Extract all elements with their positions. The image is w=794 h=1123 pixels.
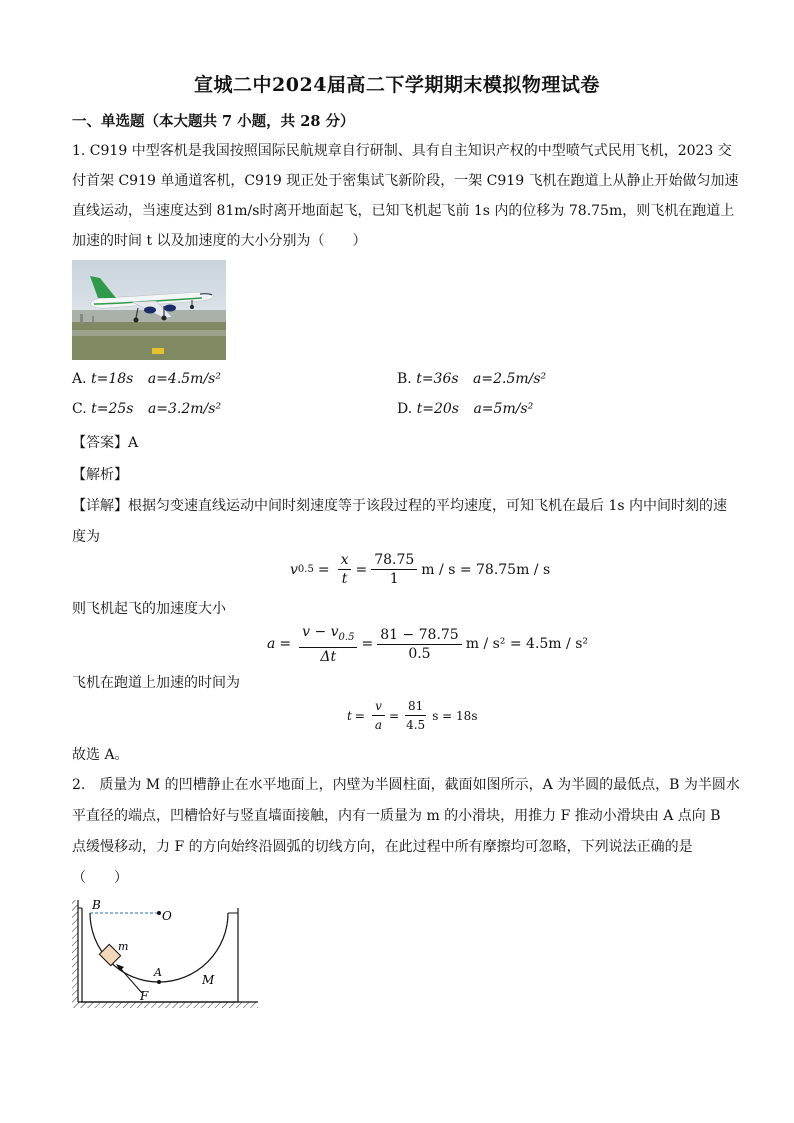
fraction: $\frac{v}{a}$ [372, 697, 385, 734]
section-heading: 一、单选题（本大题共 7 小题，共 28 分） [72, 113, 355, 130]
label-b: B [92, 898, 101, 912]
q1-text-3: 飞机在跑道上加速的时间为 [72, 675, 240, 691]
q1-line-3: 直线运动，当速度达到 81m/s时离开地面起飞，已知飞机起飞前 1s 内的位移为 78.75m，则飞机在跑道上 [72, 203, 735, 219]
q1-option-a: A. t=18s a=4.5m/s² [72, 371, 221, 387]
q2-line-2: 平直径的端点，凹槽恰好与竖直墙面接触，内有一质量为 m 的小滑块，用推力 F 推动小滑块由 A 点向 B [72, 808, 721, 824]
q1-conclusion: 故选 A。 [72, 747, 129, 763]
label-big-m: M [202, 973, 215, 987]
fraction: $\frac{81}{4.5}$ [406, 699, 426, 732]
q2-line-3: 点缓慢移动，力 F 的方向始终沿圆弧的切线方向，在此过程中所有摩擦均可忽略，下列说法正确的是 [72, 839, 693, 855]
page-title: 宣城二中2024届高二下学期期末模拟物理试卷 [194, 74, 600, 96]
fraction: $\frac{78.75}{1}$ [371, 551, 417, 588]
q1-option-c: C. t=25s a=3.2m/s² [72, 401, 222, 417]
label-o: O [162, 909, 172, 923]
q2-line-1: 2. 质量为 M 的凹槽静止在水平地面上，内壁为半圆柱面，截面如图所示，A 为半圆的最低点，B 为半圆水 [72, 777, 740, 793]
label-m: m [118, 940, 129, 953]
q2-line-4: （ ） [72, 870, 128, 886]
equation-1: v 0.5 = $\frac{x}{t}$ = $\frac{78.75}{1}$ m / s = 78.75m / s [290, 552, 551, 587]
groove-diagram [70, 898, 260, 1010]
fraction: $\frac{v - v_{0.5}}{\Delta t}$ [299, 623, 357, 666]
label-f: F [140, 989, 149, 1003]
q1-line-1: 1. C919 中型客机是我国按照国际民航规章自行研制、具有自主知识产权的中型喷气式民用飞机，2023 交 [72, 143, 732, 159]
q1-option-d: D. t=20s a=5m/s² [397, 401, 534, 417]
fraction: $\frac{81 - 78.75}{0.5}$ [377, 626, 462, 663]
q1-option-b: B. t=36s a=2.5m/s² [397, 371, 547, 387]
label-a: A [154, 966, 162, 979]
q1-line-4: 加速的时间 t 以及加速度的大小分别为（ ） [72, 233, 367, 249]
q1-detail-line-2: 度为 [72, 529, 100, 545]
q1-answer: 【答案】A [72, 435, 139, 451]
q1-text-2: 则飞机起飞的加速度大小 [72, 601, 226, 617]
q1-analysis-label: 【解析】 [72, 467, 128, 483]
equation-2: a = $\frac{v - v_{0.5}}{\Delta t}$ = $\frac{81 - 78.75}{0.5}$ m / s² = 4.5m / s² [267, 624, 588, 665]
fraction: $\frac{x}{t}$ [338, 551, 352, 588]
q1-line-2: 付首架 C919 单通道客机，C919 现正处于密集试飞新阶段，一架 C919 飞机在跑道上从静止开始做匀加速 [72, 173, 739, 189]
q1-detail-line-1: 【详解】根据匀变速直线运动中间时刻速度等于该段过程的平均速度，可知飞机在最后 1s 内中间时刻的速 [72, 498, 727, 514]
airplane-photo [72, 260, 226, 360]
equation-3: t = $\frac{v}{a}$ = $\frac{81}{4.5}$ s = 18s [347, 699, 478, 732]
